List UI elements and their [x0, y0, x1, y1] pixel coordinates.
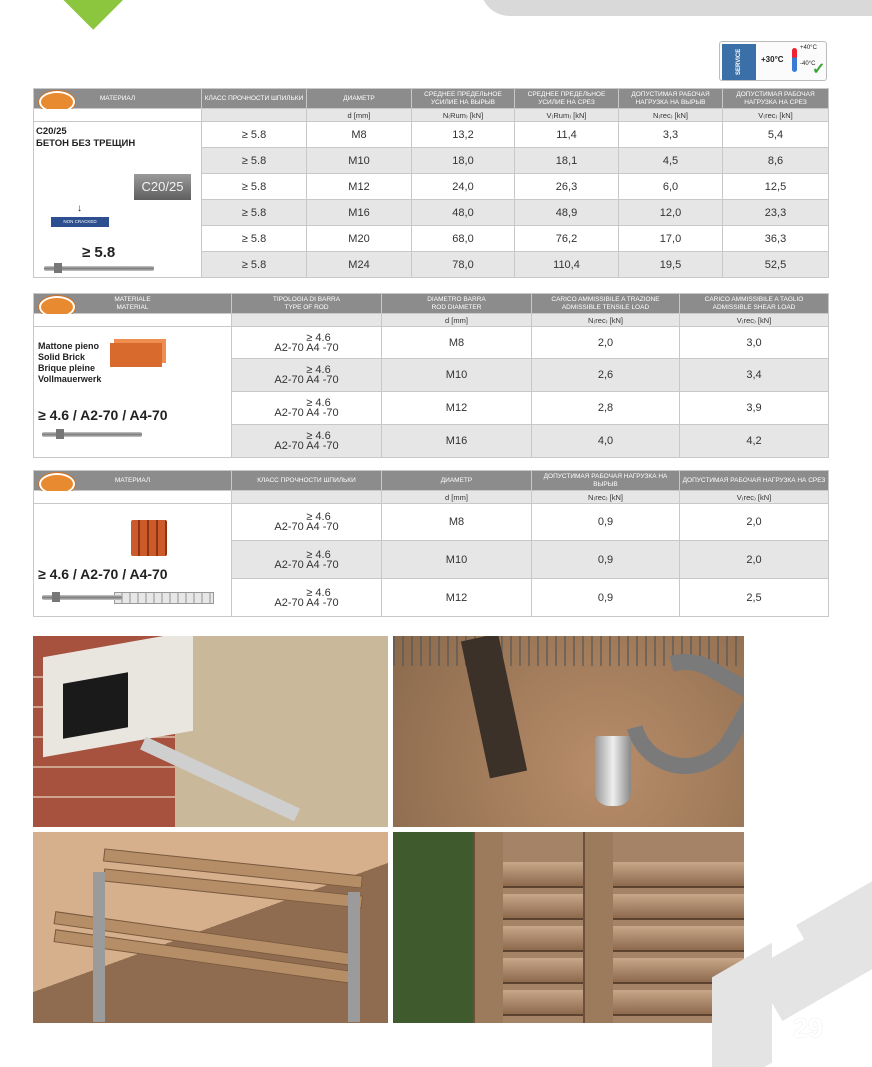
strength-class-cell: ≥ 5.8 — [202, 174, 307, 200]
table-header-row — [34, 471, 829, 491]
unit-cell: V₍rec₎ [kN] — [680, 314, 829, 327]
value-cell: 12,5 — [723, 174, 829, 200]
nut-icon — [54, 263, 62, 273]
value-cell: 24,0 — [412, 174, 515, 200]
hollow-brick-icon — [131, 520, 167, 556]
value-cell: 76,2 — [515, 226, 619, 252]
material-cell — [34, 327, 232, 458]
unit-cell: N₍rec₎ [kN] — [619, 109, 723, 122]
service-temperature-badge — [719, 41, 827, 81]
diameter-cell: M24 — [307, 252, 412, 278]
value-cell: 3,9 — [680, 392, 829, 425]
column-header: MATERIALE MATERIAL — [34, 294, 232, 314]
concrete-load-table — [33, 88, 829, 278]
column-header: МАТЕРИАЛ — [34, 89, 202, 109]
value-cell: 2,5 — [680, 579, 829, 617]
strength-class-cell: ≥ 4.6 A2-70 A4 -70 — [232, 504, 382, 541]
strength-class-cell: ≥ 4.6 A2-70 A4 -70 — [232, 327, 382, 359]
value-cell: 2,6 — [532, 359, 680, 392]
value-cell: 68,0 — [412, 226, 515, 252]
nut-icon — [56, 429, 64, 439]
table-row — [34, 122, 829, 148]
value-cell: 0,9 — [532, 541, 680, 579]
units-row — [34, 109, 829, 122]
strength-class-cell: ≥ 5.8 — [202, 252, 307, 278]
material-cell — [34, 504, 232, 617]
wooden-fence-photo — [393, 832, 744, 1023]
diameter-cell: M10 — [382, 359, 532, 392]
value-cell: 48,9 — [515, 200, 619, 226]
column-header: ДИАМЕТР — [382, 471, 532, 491]
temperature-low: -40°C — [800, 61, 816, 67]
column-header: МАТЕРИАЛ — [34, 471, 232, 491]
strength-class-cell: ≥ 4.6 A2-70 A4 -70 — [232, 359, 382, 392]
diameter-cell: M12 — [382, 392, 532, 425]
strength-class-cell: ≥ 4.6 A2-70 A4 -70 — [232, 392, 382, 425]
strength-class-cell: ≥ 5.8 — [202, 122, 307, 148]
material-names: Mattone pieno Solid Brick Brique pleine Vollmauerwerk — [38, 341, 102, 384]
value-cell: 2,0 — [532, 327, 680, 359]
thermometer-icon — [792, 48, 797, 72]
value-cell: 4,2 — [680, 425, 829, 458]
value-cell: 18,0 — [412, 148, 515, 174]
value-cell: 23,3 — [723, 200, 829, 226]
column-header: ДОПУСТИМАЯ РАБОЧАЯ НАГРУЗКА НА ВЫРЫВ — [532, 471, 680, 491]
diameter-cell: M8 — [382, 504, 532, 541]
solid-brick-load-table — [33, 293, 829, 458]
temperature-main: +30°C — [761, 55, 784, 64]
strength-class-cell: ≥ 5.8 — [202, 148, 307, 174]
header-tab-decoration — [480, 0, 872, 16]
page-number: 29 — [793, 1013, 824, 1043]
service-label: SERVICE — [722, 44, 756, 80]
unit-cell: d [mm] — [307, 109, 412, 122]
column-header: СРЕДНЕЕ ПРЕДЕЛЬНОЕ УСИЛИЕ НА ВЫРЫВ — [412, 89, 515, 109]
value-cell: 6,0 — [619, 174, 723, 200]
column-header: ДИАМЕТР — [307, 89, 412, 109]
diameter-cell: M16 — [307, 200, 412, 226]
column-header: DIAMETRO BARRA ROD DIAMETER — [382, 294, 532, 314]
unit-cell: N₍rec₎ [kN] — [532, 491, 680, 504]
value-cell: 11,4 — [515, 122, 619, 148]
diameter-cell: M12 — [382, 579, 532, 617]
value-cell: 2,8 — [532, 392, 680, 425]
hollow-brick-load-table — [33, 470, 829, 617]
value-cell: 17,0 — [619, 226, 723, 252]
column-header: CARICO AMMISSIBILE A TAGLIO ADMISSIBLE SHEAR LOAD — [680, 294, 829, 314]
wooden-bench-photo — [33, 832, 388, 1023]
check-icon: ✓ — [812, 61, 826, 78]
column-header: ДОПУСТИМАЯ РАБОЧАЯ НАГРУЗКА НА СРЕЗ — [680, 471, 829, 491]
strength-class-cell: ≥ 4.6 A2-70 A4 -70 — [232, 541, 382, 579]
value-cell: 2,0 — [680, 541, 829, 579]
value-cell: 18,1 — [515, 148, 619, 174]
table-row — [34, 327, 829, 359]
strength-class-cell: ≥ 4.6 A2-70 A4 -70 — [232, 425, 382, 458]
non-cracked-beam-icon: NON CRACKED — [51, 217, 109, 227]
value-cell: 36,3 — [723, 226, 829, 252]
waste-bin — [595, 736, 631, 806]
value-cell: 110,4 — [515, 252, 619, 278]
camera-bracket — [140, 737, 300, 822]
material-cell — [34, 122, 202, 278]
column-header: ДОПУСТИМАЯ РАБОЧАЯ НАГРУЗКА НА ВЫРЫВ — [619, 89, 723, 109]
diameter-cell: M20 — [307, 226, 412, 252]
strength-class-label: ≥ 5.8 — [82, 244, 116, 261]
value-cell: 13,2 — [412, 122, 515, 148]
value-cell: 0,9 — [532, 504, 680, 541]
value-cell: 2,0 — [680, 504, 829, 541]
security-camera-photo — [33, 636, 388, 827]
table-row — [34, 504, 829, 541]
value-cell: 3,0 — [680, 327, 829, 359]
units-row — [34, 491, 829, 504]
value-cell: 4,0 — [532, 425, 680, 458]
table-header-row — [34, 294, 829, 314]
table-header-row — [34, 89, 829, 109]
units-row — [34, 314, 829, 327]
park-bench-photo — [393, 636, 744, 827]
value-cell: 26,3 — [515, 174, 619, 200]
value-cell: 5,4 — [723, 122, 829, 148]
column-header: КЛАСС ПРОЧНОСТИ ШПИЛЬКИ — [232, 471, 382, 491]
unit-cell: N₍Rum₎ [kN] — [412, 109, 515, 122]
value-cell: 4,5 — [619, 148, 723, 174]
camera-housing — [43, 636, 193, 757]
value-cell: 12,0 — [619, 200, 723, 226]
mesh-sleeve-icon — [114, 592, 214, 604]
value-cell: 3,3 — [619, 122, 723, 148]
concrete-block-icon: C20/25 — [134, 174, 191, 200]
column-header: CARICO AMMISSIBILE A TRAZIONE ADMISSIBLE TENSILE LOAD — [532, 294, 680, 314]
corner-decoration — [52, 0, 126, 30]
value-cell: 8,6 — [723, 148, 829, 174]
value-cell: 52,5 — [723, 252, 829, 278]
strength-class-cell: ≥ 4.6 A2-70 A4 -70 — [232, 579, 382, 617]
diameter-cell: M12 — [307, 174, 412, 200]
unit-cell: V₍rec₎ [kN] — [723, 109, 829, 122]
diameter-cell: M10 — [382, 541, 532, 579]
strength-class-cell: ≥ 5.8 — [202, 226, 307, 252]
nut-icon — [52, 592, 60, 602]
column-header: ДОПУСТИМАЯ РАБОЧАЯ НАГРУЗКА НА СРЕЗ — [723, 89, 829, 109]
unit-cell: V₍rec₎ [kN] — [680, 491, 829, 504]
unit-cell: d [mm] — [382, 314, 532, 327]
diameter-cell: M16 — [382, 425, 532, 458]
value-cell: 0,9 — [532, 579, 680, 617]
value-cell: 19,5 — [619, 252, 723, 278]
diameter-cell: M10 — [307, 148, 412, 174]
diameter-cell: M8 — [307, 122, 412, 148]
value-cell: 78,0 — [412, 252, 515, 278]
strength-class-cell: ≥ 5.8 — [202, 200, 307, 226]
material-title: C20/25 БЕТОН БЕЗ ТРЕЩИН — [36, 126, 136, 149]
unit-cell: d [mm] — [382, 491, 532, 504]
column-header: КЛАСС ПРОЧНОСТИ ШПИЛЬКИ — [202, 89, 307, 109]
column-header: TIPOLOGIA DI BARRA TYPE OF ROD — [232, 294, 382, 314]
temperature-high: +40°C — [800, 45, 817, 51]
diameter-cell: M8 — [382, 327, 532, 359]
solid-brick-icon — [110, 343, 162, 367]
strength-class-label: ≥ 4.6 / A2-70 / A4-70 — [38, 407, 168, 423]
column-header: СРЕДНЕЕ ПРЕДЕЛЬНОЕ УСИЛИЕ НА СРЕЗ — [515, 89, 619, 109]
unit-cell: V₍Rum₎ [kN] — [515, 109, 619, 122]
value-cell: 3,4 — [680, 359, 829, 392]
value-cell: 48,0 — [412, 200, 515, 226]
load-arrow-icon: ↓ — [77, 203, 82, 214]
strength-class-label: ≥ 4.6 / A2-70 / A4-70 — [38, 566, 168, 582]
unit-cell: N₍rec₎ [kN] — [532, 314, 680, 327]
